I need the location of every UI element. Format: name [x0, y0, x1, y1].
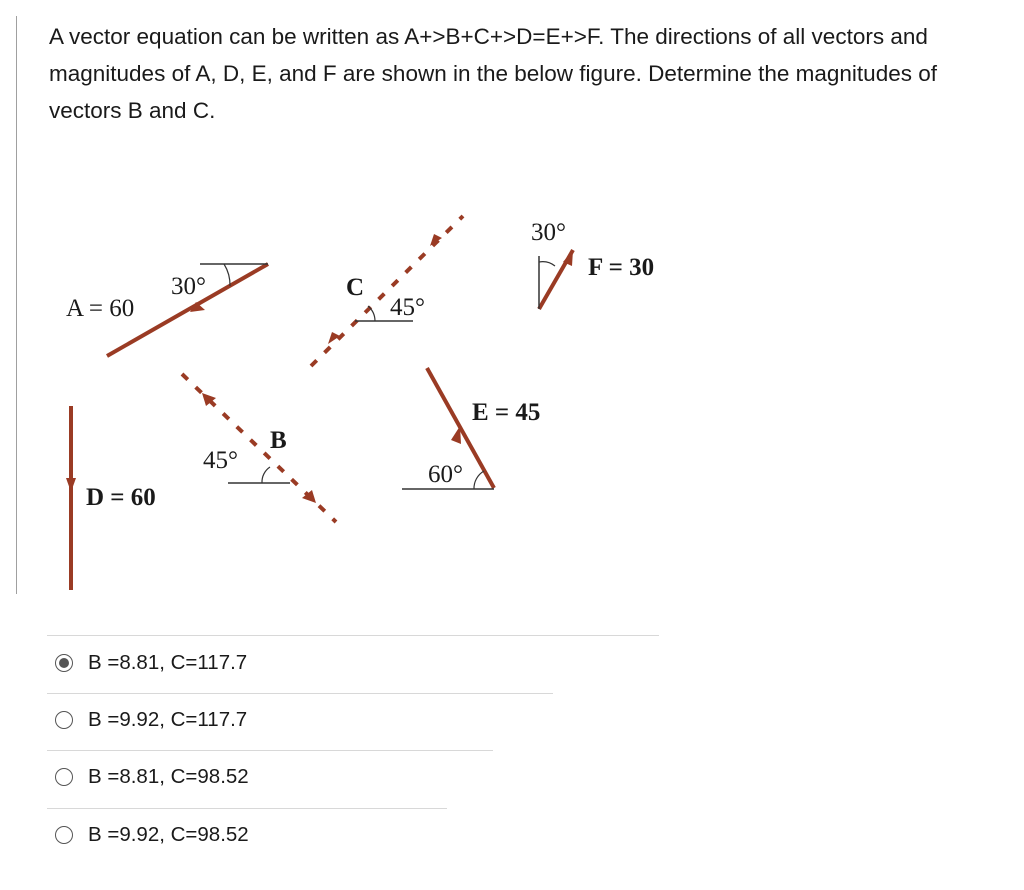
- option-2-label: B =9.92, C=117.7: [88, 708, 248, 731]
- vector-f-angle-arc: [539, 262, 555, 266]
- vector-e-label: E = 45: [472, 399, 541, 426]
- vector-c-angle-label: 45°: [390, 294, 425, 321]
- radio-unselected-icon[interactable]: [55, 826, 73, 844]
- option-1-label: B =8.81, C=117.7: [88, 651, 248, 674]
- vector-e-angle-label: 60°: [428, 461, 463, 488]
- option-divider: [47, 635, 659, 636]
- vector-e: [402, 368, 540, 489]
- option-divider: [47, 808, 447, 809]
- vector-f: [531, 219, 654, 309]
- vector-f-label: F = 30: [588, 254, 655, 281]
- option-divider: [47, 693, 553, 694]
- option-4[interactable]: [55, 821, 249, 849]
- vector-b-angle-label: 45°: [203, 447, 238, 474]
- option-3[interactable]: [55, 763, 249, 791]
- radio-selected-icon[interactable]: [55, 654, 73, 672]
- vector-a-angle-label: 30°: [171, 273, 206, 300]
- vector-a-label: A = 60: [66, 295, 135, 322]
- option-1[interactable]: [55, 649, 247, 677]
- radio-unselected-icon[interactable]: [55, 768, 73, 786]
- radio-unselected-icon[interactable]: [55, 711, 73, 729]
- vector-f-angle-label: 30°: [531, 219, 566, 246]
- vector-b-angle-arc: [262, 467, 270, 483]
- vector-d-arrowhead: [66, 478, 76, 492]
- option-3-label: B =8.81, C=98.52: [88, 765, 249, 788]
- vector-a-angle-arc: [224, 264, 230, 286]
- vector-b: [182, 374, 336, 522]
- vector-b-label: B: [270, 427, 287, 454]
- vector-b-arrowhead-bottom: [302, 490, 316, 503]
- vector-c-label: C: [346, 274, 365, 301]
- vector-d: [66, 406, 156, 590]
- option-divider: [47, 750, 493, 751]
- vector-a: [66, 264, 268, 356]
- vector-c: [311, 216, 463, 366]
- vector-d-label: D = 60: [86, 484, 156, 511]
- vector-e-angle-arc: [474, 471, 484, 489]
- vector-e-arrowhead: [451, 426, 461, 444]
- option-2[interactable]: [55, 706, 247, 734]
- question-paragraph: A vector equation can be written as A+>B+C+>D=E+>F. The directions of all vectors and magnitudes of A, D, E, and F are shown in the below figure. Determine the magnitudes of vectors B and C.: [49, 24, 937, 123]
- option-4-label: B =9.92, C=98.52: [88, 823, 249, 846]
